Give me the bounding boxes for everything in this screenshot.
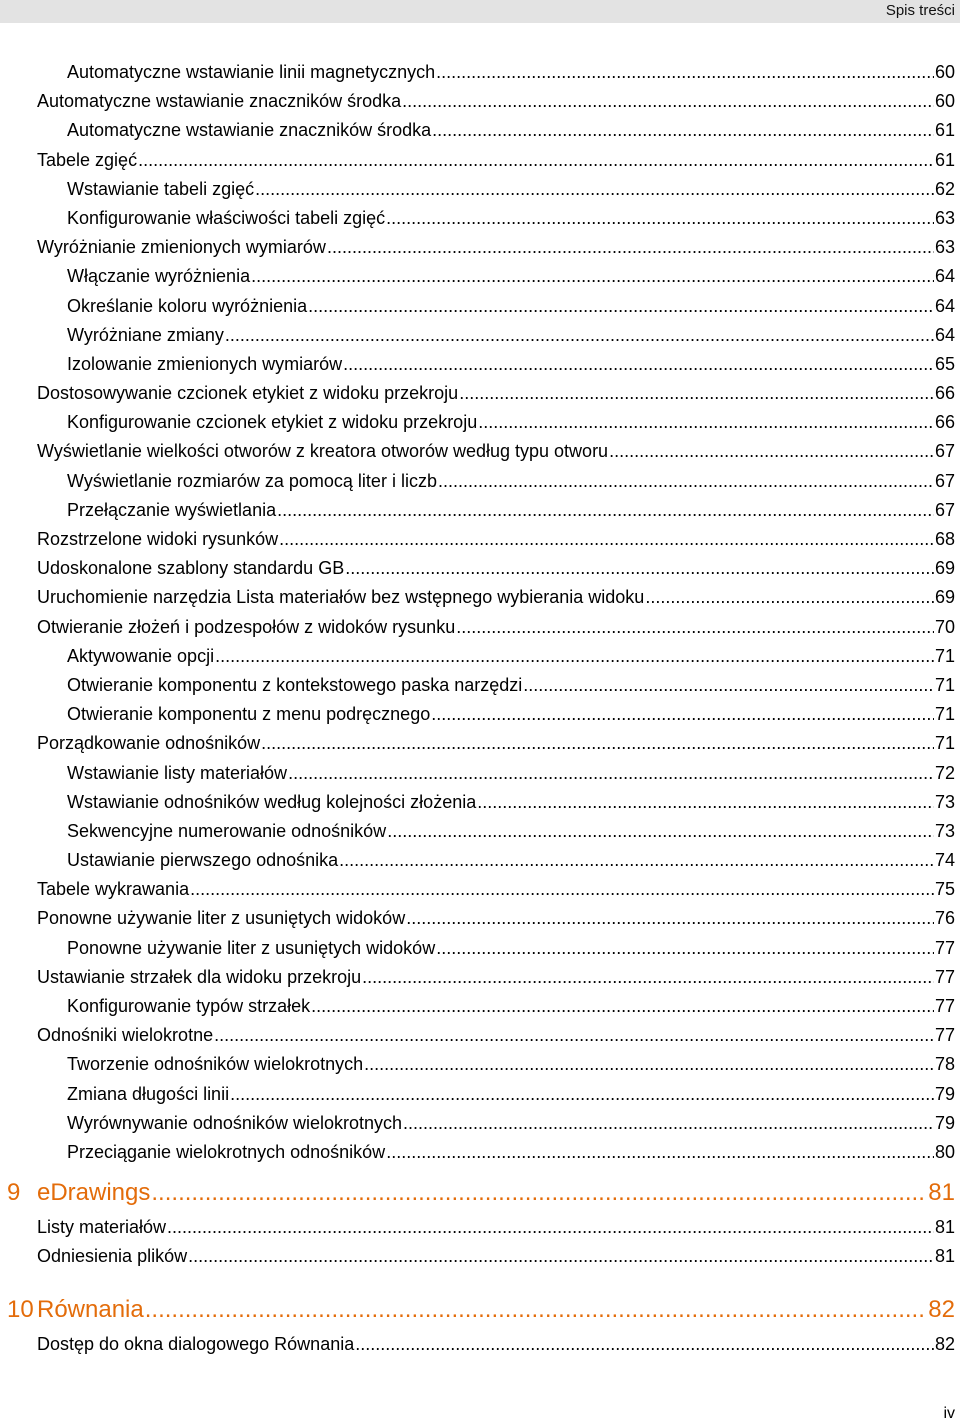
- dot-leader: [215, 642, 934, 671]
- dot-leader: [308, 292, 934, 321]
- toc-entry[interactable]: [0, 437, 960, 466]
- toc-entry-title: Wyświetlanie wielkości otworów z kreatora otworów według typu otworu: [37, 441, 609, 462]
- toc-entry[interactable]: [0, 554, 960, 583]
- toc-entry[interactable]: [0, 87, 960, 116]
- toc-entry-title: Otwieranie komponentu z menu podręcznego: [67, 704, 431, 725]
- dot-leader: [406, 904, 934, 933]
- toc-entry[interactable]: [0, 1138, 960, 1167]
- dot-leader: [362, 963, 934, 992]
- page-header: [0, 0, 960, 23]
- toc-entry[interactable]: [0, 204, 960, 233]
- dot-leader: [386, 204, 934, 233]
- toc-entry-title: Dostosowywanie czcionek etykiet z widoku przekroju: [37, 383, 459, 404]
- toc-entry[interactable]: [0, 467, 960, 496]
- footer-page-number: iv: [943, 1405, 955, 1422]
- toc-entry[interactable]: [0, 1330, 960, 1359]
- toc-entry-title: Udoskonalone szablony standardu GB: [37, 558, 345, 579]
- toc-entry[interactable]: [0, 175, 960, 204]
- dot-leader: [145, 1290, 928, 1330]
- dot-leader: [251, 262, 934, 291]
- dot-leader: [459, 379, 934, 408]
- toc-entry-page: 75: [934, 879, 955, 900]
- dot-leader: [523, 671, 934, 700]
- chapter-9-heading[interactable]: [0, 1173, 960, 1213]
- toc-entry-title: Izolowanie zmienionych wymiarów: [67, 353, 343, 374]
- toc-entry-page: 64: [934, 266, 955, 287]
- dot-leader: [261, 729, 934, 758]
- toc-entry-title: Wyróżnianie zmienionych wymiarów: [37, 237, 326, 258]
- toc-entry-title: Tworzenie odnośników wielokrotnych: [67, 1054, 364, 1075]
- toc-entry-page: 61: [934, 149, 955, 170]
- toc-entry-title: Zmiana długości linii: [67, 1083, 230, 1104]
- toc-entry[interactable]: [0, 262, 960, 291]
- toc-entry[interactable]: [0, 233, 960, 262]
- toc-entry-title: Włączanie wyróżnienia: [67, 266, 251, 287]
- dot-leader: [277, 496, 934, 525]
- toc-entry-title: Określanie koloru wyróżnienia: [67, 295, 308, 316]
- dot-leader: [438, 467, 934, 496]
- toc-entry[interactable]: [0, 583, 960, 612]
- toc-entry-title: Aktywowanie opcji: [67, 645, 215, 666]
- toc-entry-page: 71: [934, 674, 955, 695]
- dot-leader: [151, 1173, 927, 1213]
- dot-leader: [355, 1330, 934, 1359]
- toc-entry-page: 76: [934, 908, 955, 929]
- dot-leader: [327, 233, 934, 262]
- dot-leader: [343, 350, 934, 379]
- toc-entry-page: 67: [934, 499, 955, 520]
- toc-entry-page: 60: [934, 91, 955, 112]
- toc-entry[interactable]: [0, 292, 960, 321]
- toc-entry-page: 68: [934, 529, 955, 549]
- toc-entry-page: 79: [934, 1083, 955, 1104]
- chapter-title: eDrawings: [37, 1179, 151, 1207]
- toc-entry-page: 77: [934, 1025, 955, 1046]
- toc-entry[interactable]: [0, 934, 960, 963]
- dot-leader: [402, 87, 934, 116]
- dot-leader: [364, 1050, 934, 1079]
- toc-entry-page: 61: [934, 120, 955, 141]
- toc-entry[interactable]: [0, 1050, 960, 1079]
- toc-entry[interactable]: [0, 1080, 960, 1109]
- dot-leader: [645, 583, 934, 612]
- toc-entry[interactable]: [0, 321, 960, 350]
- toc-entry-page: 82: [934, 1333, 955, 1354]
- toc-entry[interactable]: [0, 817, 960, 846]
- chapter-title: Równania: [37, 1295, 144, 1323]
- table-of-contents: [0, 58, 960, 1359]
- dot-leader: [431, 700, 934, 729]
- toc-entry[interactable]: [0, 525, 960, 554]
- toc-entry[interactable]: [0, 379, 960, 408]
- toc-entry[interactable]: [0, 700, 960, 729]
- toc-entry-page: 71: [934, 645, 955, 666]
- toc-entry-page: 80: [934, 1141, 955, 1162]
- toc-entry-page: 64: [934, 324, 955, 345]
- chapter-10-heading[interactable]: [0, 1290, 960, 1330]
- toc-entry[interactable]: [0, 613, 960, 642]
- dot-leader: [436, 58, 934, 87]
- toc-entry-title: Wstawianie tabeli zgięć: [67, 178, 255, 199]
- dot-leader: [214, 1021, 934, 1050]
- toc-entry-title: Odnośniki wielokrotne: [37, 1025, 214, 1046]
- toc-entry[interactable]: [0, 992, 960, 1021]
- toc-entry-page: 78: [934, 1054, 955, 1075]
- dot-leader: [386, 1138, 934, 1167]
- dot-leader: [288, 759, 934, 788]
- dot-leader: [138, 146, 934, 175]
- chapter-page-number: 82: [928, 1295, 955, 1323]
- toc-entry[interactable]: [0, 408, 960, 437]
- toc-entry-title: Automatyczne wstawianie linii magnetycznych: [67, 62, 436, 82]
- dot-leader: [188, 1242, 934, 1271]
- toc-entry-title: Porządkowanie odnośników: [37, 733, 261, 754]
- toc-entry-page: 60: [934, 62, 955, 82]
- dot-leader: [456, 613, 934, 642]
- toc-entry[interactable]: [0, 496, 960, 525]
- toc-entry[interactable]: [0, 788, 960, 817]
- toc-entry-page: 71: [934, 704, 955, 725]
- toc-entry[interactable]: [0, 1242, 960, 1271]
- toc-entry-page: 62: [934, 178, 955, 199]
- toc-entry-page: 71: [934, 733, 955, 754]
- toc-entry[interactable]: [0, 846, 960, 875]
- toc-entry-title: Wyświetlanie rozmiarów za pomocą liter i liczb: [67, 470, 437, 491]
- toc-entry-page: 73: [934, 820, 955, 841]
- toc-entry-page: 81: [934, 1246, 955, 1267]
- toc-entry-title: Wyrównywanie odnośników wielokrotnych: [67, 1112, 402, 1133]
- toc-entry-page: 66: [934, 412, 955, 433]
- toc-entry-page: 74: [934, 850, 955, 871]
- toc-entry-title: Wyróżniane zmiany: [67, 324, 224, 345]
- toc-entry[interactable]: [0, 642, 960, 671]
- toc-entry-title: Ponowne używanie liter z usuniętych widoków: [37, 908, 406, 929]
- dot-leader: [432, 116, 934, 145]
- toc-entry-title: Ustawianie strzałek dla widoku przekroju: [37, 966, 362, 987]
- toc-entry-title: Listy materiałów: [37, 1217, 167, 1238]
- toc-entry-title: Dostęp do okna dialogowego Równania: [37, 1333, 355, 1354]
- toc-entry-page: 79: [934, 1112, 955, 1133]
- toc-entry[interactable]: [0, 875, 960, 904]
- dot-leader: [478, 408, 934, 437]
- toc-entry-page: 67: [934, 470, 955, 491]
- toc-entry-title: Automatyczne wstawianie znaczników środka: [37, 91, 402, 112]
- toc-entry-title: Przełączanie wyświetlania: [67, 499, 277, 520]
- chapter-9-entries: [0, 1213, 960, 1271]
- dot-leader: [477, 788, 934, 817]
- dot-leader: [167, 1213, 934, 1242]
- toc-entry-page: 69: [934, 587, 955, 608]
- toc-entry-title: Automatyczne wstawianie znaczników środka: [67, 120, 432, 141]
- dot-leader: [279, 525, 934, 554]
- chapter-10-entries: [0, 1330, 960, 1359]
- dot-leader: [255, 175, 934, 204]
- toc-entry-page: 63: [934, 207, 955, 228]
- toc-entry-page: 77: [934, 996, 955, 1016]
- toc-entry-title: Sekwencyjne numerowanie odnośników: [67, 820, 387, 841]
- toc-entry-title: Tabele wykrawania: [37, 879, 190, 900]
- toc-entry-title: Przeciąganie wielokrotnych odnośników: [67, 1141, 386, 1162]
- toc-entry-page: 73: [934, 791, 955, 812]
- toc-entry-title: Odniesienia plików: [37, 1246, 188, 1267]
- toc-entry-title: Otwieranie komponentu z kontekstowego paska narzędzi: [67, 674, 523, 695]
- toc-entry-title: Konfigurowanie czcionek etykiet z widoku przekroju: [67, 412, 478, 433]
- toc-entry-page: 63: [934, 237, 955, 258]
- toc-entry[interactable]: [0, 904, 960, 933]
- toc-entry[interactable]: [0, 116, 960, 145]
- toc-entry-title: Konfigurowanie typów strzałek: [67, 996, 311, 1016]
- toc-entry-page: 72: [934, 762, 955, 783]
- toc-entry[interactable]: [0, 350, 960, 379]
- toc-entry-page: 81: [934, 1217, 955, 1238]
- dot-leader: [225, 321, 934, 350]
- toc-entry[interactable]: [0, 963, 960, 992]
- toc-entry-page: 69: [934, 558, 955, 579]
- header-title: Spis treści: [885, 2, 955, 19]
- chapter-number: 10: [7, 1295, 34, 1323]
- chapter-number: 9: [7, 1179, 21, 1207]
- chapter-page-number: 81: [928, 1179, 955, 1207]
- toc-entry-title: Ustawianie pierwszego odnośnika: [67, 850, 339, 871]
- toc-entry-page: 77: [934, 966, 955, 987]
- toc-entry-page: 67: [934, 441, 955, 462]
- dot-leader: [190, 875, 934, 904]
- toc-entry-title: Wstawianie listy materiałów: [67, 762, 288, 783]
- dot-leader: [387, 817, 934, 846]
- toc-entry[interactable]: [0, 729, 960, 758]
- toc-entry[interactable]: [0, 146, 960, 175]
- toc-entry-title: Rozstrzelone widoki rysunków: [37, 529, 279, 549]
- toc-entry-page: 66: [934, 383, 955, 404]
- toc-entry[interactable]: [0, 58, 960, 87]
- toc-entry[interactable]: [0, 1213, 960, 1242]
- toc-entry-title: Konfigurowanie właściwości tabeli zgięć: [67, 207, 386, 228]
- toc-entry-page: 64: [934, 295, 955, 316]
- dot-leader: [311, 992, 934, 1021]
- toc-entry[interactable]: [0, 1021, 960, 1050]
- toc-entry-title: Otwieranie złożeń i podzespołów z widoków rysunku: [37, 616, 456, 637]
- toc-entry-page: 65: [934, 353, 955, 374]
- dot-leader: [609, 437, 934, 466]
- toc-entry-page: 77: [934, 937, 955, 958]
- dot-leader: [339, 846, 934, 875]
- toc-entry[interactable]: [0, 671, 960, 700]
- dot-leader: [403, 1109, 934, 1138]
- dot-leader: [345, 554, 934, 583]
- dot-leader: [436, 934, 934, 963]
- dot-leader: [230, 1080, 934, 1109]
- toc-entry-page: 70: [934, 616, 955, 637]
- toc-entry-title: Ponowne używanie liter z usuniętych widoków: [67, 937, 436, 958]
- toc-entry-title: Wstawianie odnośników według kolejności złożenia: [67, 791, 477, 812]
- toc-main-section: [0, 58, 960, 1167]
- toc-entry[interactable]: [0, 1109, 960, 1138]
- toc-entry-title: Uruchomienie narzędzia Lista materiałów bez wstępnego wybierania widoku: [37, 587, 645, 608]
- toc-entry[interactable]: [0, 759, 960, 788]
- toc-entry-title: Tabele zgięć: [37, 149, 138, 170]
